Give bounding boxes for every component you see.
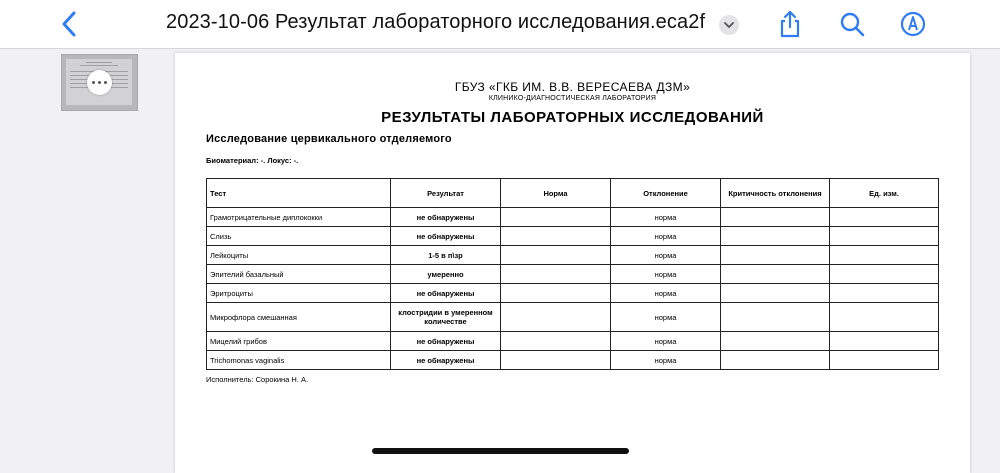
cell-result: не обнаружены [391,284,501,303]
table-row [207,227,939,246]
cell-test: Trichomonas vaginalis [207,351,391,370]
cell-units [830,284,939,303]
more-options-icon[interactable] [87,70,112,95]
table-row [207,351,939,370]
cell-deviation: норма [611,303,721,332]
cell-deviation: норма [611,284,721,303]
cell-result: 1-5 в п\зр [391,246,501,265]
header-units: Ед. изм. [830,179,939,208]
department-name: КЛИНИКО-ДИАГНОСТИЧЕСКАЯ ЛАБОРАТОРИЯ [488,95,657,102]
cell-norm [501,265,611,284]
cell-units [830,265,939,284]
header-criticality: Критичность отклонения [721,179,830,208]
table-row [207,208,939,227]
results-table [206,178,939,370]
cell-norm [501,303,611,332]
cell-criticality [721,284,830,303]
cell-result: умеренно [391,265,501,284]
cell-criticality [721,246,830,265]
home-indicator[interactable] [372,448,629,454]
table-row [207,246,939,265]
page-thumbnail[interactable] [61,54,138,111]
cell-result: клостридии в умеренном количестве [391,303,501,332]
cell-test: Эпителий базальный [207,265,391,284]
table-row [207,303,939,332]
cell-deviation: норма [611,208,721,227]
header-test: Тест [207,179,391,208]
cell-criticality [721,265,830,284]
cell-norm [501,246,611,265]
cell-test: Эритроциты [207,284,391,303]
back-chevron-icon[interactable] [56,10,84,38]
cell-result: не обнаружены [391,208,501,227]
cell-result: не обнаружены [391,227,501,246]
cell-deviation: норма [611,351,721,370]
cell-deviation: норма [611,227,721,246]
header-result: Результат [391,179,501,208]
cell-test: Грамотрицательные диплококки [207,208,391,227]
cell-norm [501,227,611,246]
table-row [207,332,939,351]
cell-units [830,303,939,332]
cell-units [830,351,939,370]
cell-deviation: норма [611,332,721,351]
cell-norm [501,284,611,303]
cell-deviation: норма [611,265,721,284]
cell-units [830,227,939,246]
cell-criticality [721,208,830,227]
cell-test: Мицелий грибов [207,332,391,351]
table-row [207,265,939,284]
biomaterial-line: Биоматериал: -. Локус: -. [206,156,299,165]
cell-units [830,246,939,265]
cell-criticality [721,332,830,351]
header-norm: Норма [501,179,611,208]
cell-norm [501,351,611,370]
cell-test: Микрофлора смешанная [207,303,391,332]
cell-result: не обнаружены [391,351,501,370]
search-icon[interactable] [838,10,866,38]
cell-result: не обнаружены [391,332,501,351]
organization-name: ГБУЗ «ГКБ ИМ. В.В. ВЕРЕСАЕВА ДЗМ» [454,80,691,94]
toolbar [0,0,1000,49]
study-title: Исследование цервикального отделяемого [206,133,452,145]
cell-deviation: норма [611,246,721,265]
share-icon[interactable] [776,10,804,38]
header-deviation: Отклонение [611,179,721,208]
cell-units [830,208,939,227]
cell-criticality [721,227,830,246]
markup-icon[interactable] [899,10,927,38]
document-title: 2023-10-06 Результат лабораторного исследования.eca2f [166,11,706,33]
cell-units [830,332,939,351]
table-header-row [207,179,939,208]
document-page [175,53,970,473]
cell-criticality [721,351,830,370]
cell-norm [501,208,611,227]
chevron-down-icon[interactable] [719,15,739,35]
cell-test: Лейкоциты [207,246,391,265]
cell-norm [501,332,611,351]
table-row [207,284,939,303]
cell-criticality [721,303,830,332]
cell-test: Слизь [207,227,391,246]
executor-line: Исполнитель: Сорокина Н. А. [206,375,309,384]
document-heading: РЕЗУЛЬТАТЫ ЛАБОРАТОРНЫХ ИССЛЕДОВАНИЙ [381,109,764,126]
